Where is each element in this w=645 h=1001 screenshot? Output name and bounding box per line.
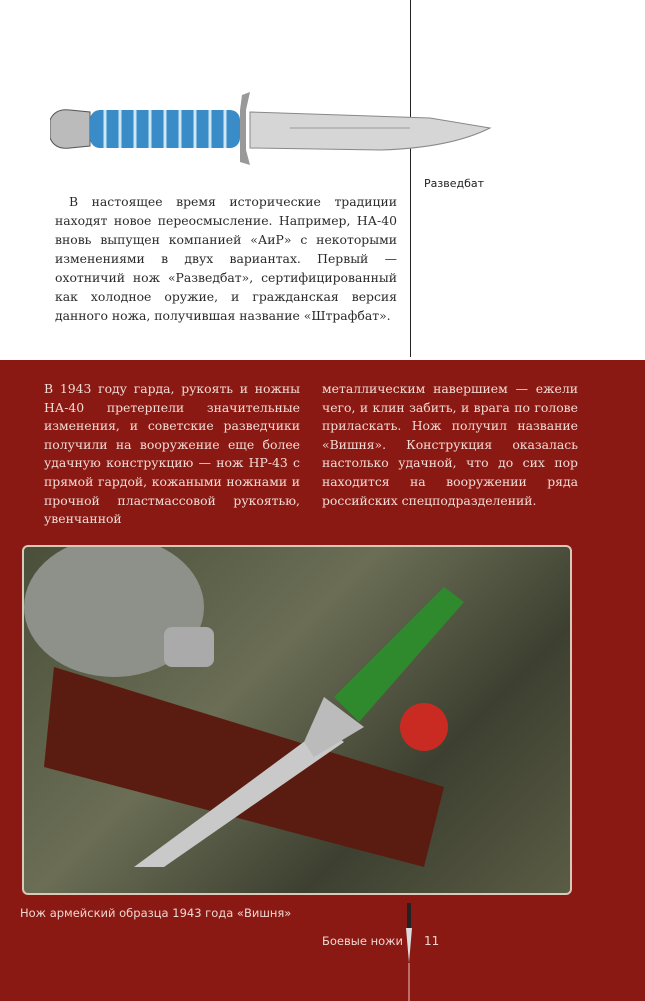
running-footer: Боевые ножи <box>322 934 403 948</box>
page-number: 11 <box>424 934 440 948</box>
box-column-2: металлическим навершием — ежели чего, и клин забить, и врага по голове приласкать. Нож получил название «Вишня». Конструкция оказалась настолько удачной, что до сих пор находится на вооружении ряда российских спецподразделений. <box>322 381 578 508</box>
knife-razvedbat-image <box>50 90 495 170</box>
box-column-1: В 1943 году гарда, рукоять и ножны НА-40 претерпели значительные изменения, и советские разведчики получили на вооружение еще более удачную конструкцию — нож НР-43 с прямой гардой, кожаными ножнами и прочной пластмассовой рукоятью, увенчанной <box>44 381 300 527</box>
image-caption-razvedbat: Разведбат <box>424 177 485 190</box>
dagger-ornament-icon <box>406 903 412 1001</box>
divider-line <box>410 0 411 357</box>
vishnya-knife-photo <box>22 545 572 895</box>
body-paragraph: В настоящее время исторические традиции находят новое переосмысление. Например, НА-40 вновь выпущен компанией «АиР» с некоторыми изменениями в двух вариантах. Первый — охотничий нож «Разведбат», сертифицированный как холодное оружие, и гражданская версия данного ножа, получившая название «Штрафбат». <box>55 194 397 323</box>
photo-caption: Нож армейский образца 1943 года «Вишня» <box>20 906 292 920</box>
